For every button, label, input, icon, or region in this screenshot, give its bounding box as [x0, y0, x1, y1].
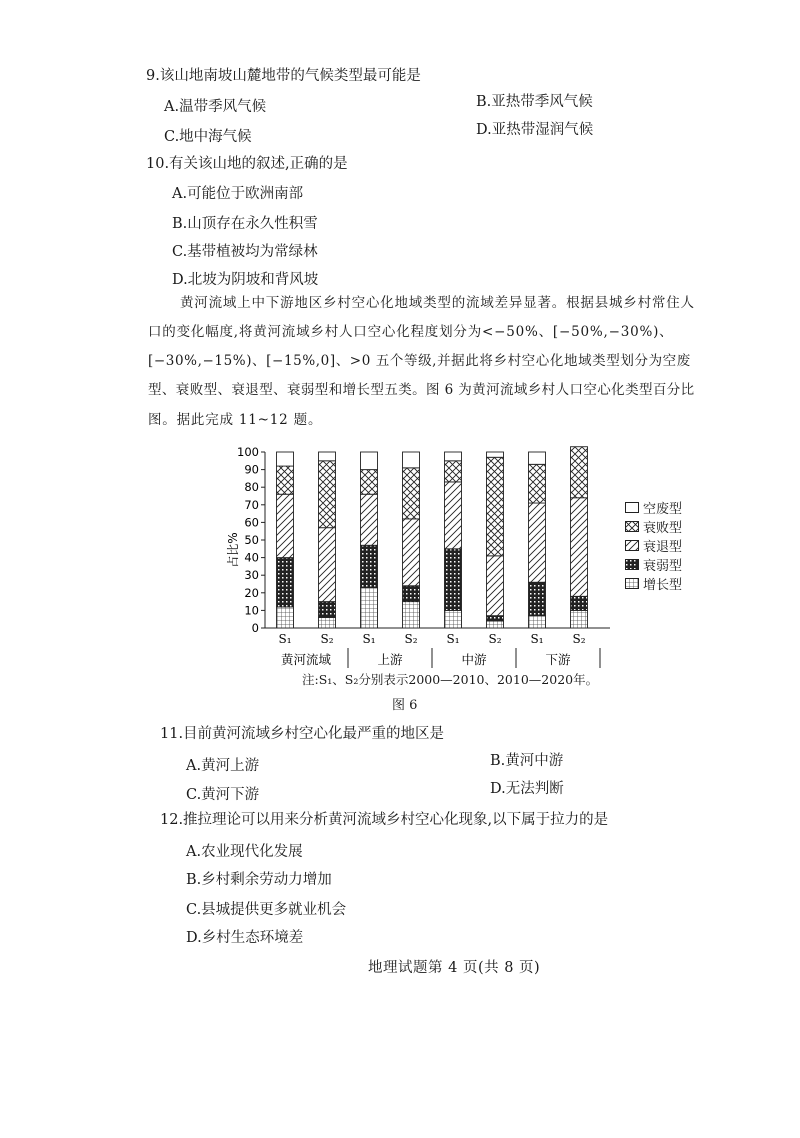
chart-x-labels [278, 632, 600, 668]
bar-segment-增长型 [445, 610, 462, 628]
bar-segment-衰弱型 [445, 549, 462, 611]
bar-segment-衰弱型 [529, 582, 546, 615]
q9-option-d: D.亚热带湿润气候 [476, 122, 594, 138]
x-tick-label: S₂ [572, 632, 586, 646]
bar-segment-空废型 [487, 452, 504, 457]
y-tick-label: 20 [244, 585, 259, 600]
y-tick-label: 30 [244, 568, 259, 583]
legend-item [625, 555, 682, 574]
q10-option-a: A.可能位于欧洲南部 [172, 186, 304, 202]
q10-option-d: D.北坡为阴坡和背风坡 [172, 272, 319, 288]
y-tick-label: 90 [244, 462, 259, 477]
q11-option-a: A.黄河上游 [186, 758, 260, 774]
bar-segment-增长型 [403, 602, 420, 628]
bar-segment-衰弱型 [277, 558, 294, 607]
bar-segment-增长型 [319, 617, 336, 628]
x-tick-label: S₁ [362, 632, 376, 646]
q10-option-c: C.基带植被均为常绿林 [172, 244, 318, 260]
q11-option-b: B.黄河中游 [490, 753, 564, 769]
passage-line-2: 口的变化幅度,将黄河流域乡村人口空心化程度划分为<−50%、[−50%,−30%)、 [148, 324, 674, 340]
bar-segment-空废型 [529, 452, 546, 464]
y-tick-label: 50 [244, 533, 259, 547]
passage-line-4: 型、衰败型、衰退型、衰弱型和增长型五类。图 6 为黄河流域乡村人口空心化类型百分比 [148, 382, 695, 398]
q12-stem: 12.推拉理论可以用来分析黄河流域乡村空心化现象,以下属于拉力的是 [160, 812, 609, 828]
x-group-label: 下游 [545, 652, 571, 667]
passage-line-5: 图。据此完成 11~12 题。 [148, 412, 323, 428]
bar-segment-空废型 [277, 452, 294, 466]
bar-segment-衰退型 [319, 528, 336, 602]
legend-label: 空废型 [643, 502, 683, 517]
x-tick-label: S₂ [488, 632, 502, 646]
chart-legend [625, 498, 682, 593]
bar-segment-衰败型 [277, 466, 294, 494]
bar-segment-空废型 [361, 452, 378, 470]
x-tick-label: S₁ [530, 632, 544, 646]
y-tick-label: 60 [244, 515, 259, 530]
legend-label: 衰败型 [643, 521, 683, 536]
bar-segment-衰弱型 [361, 545, 378, 587]
passage-line-3: [−30%,−15%)、[−15%,0]、>0 五个等级,并据此将乡村空心化地域类型划分为空废 [148, 353, 691, 369]
x-tick-label: S₁ [446, 632, 460, 646]
bar-segment-空废型 [319, 452, 336, 461]
q11-option-d: D.无法判断 [490, 781, 564, 797]
bar-segment-衰退型 [571, 498, 588, 597]
q9-option-c: C.地中海气候 [164, 129, 252, 145]
q12-option-a: A.农业现代化发展 [186, 844, 303, 860]
q12-option-c: C.县城提供更多就业机会 [186, 902, 347, 918]
bar-segment-衰败型 [571, 447, 588, 498]
bar-segment-衰败型 [361, 470, 378, 495]
x-group-label: 中游 [461, 652, 487, 667]
passage-line-1: 黄河流域上中下游地区乡村空心化地域类型的流域差异显著。根据县城乡村常住人 [180, 295, 695, 311]
y-tick-label: 80 [244, 480, 259, 495]
bar-segment-衰败型 [403, 468, 420, 519]
q11-stem: 11.目前黄河流域乡村空心化最严重的地区是 [160, 726, 445, 742]
chart-note: 注:S₁、S₂分别表示2000—2010、2010—2020年。 [302, 672, 599, 687]
bar-segment-衰退型 [487, 556, 504, 616]
bar-segment-衰败型 [529, 464, 546, 503]
legend-label: 增长型 [643, 578, 683, 593]
bar-segment-衰退型 [361, 494, 378, 545]
x-tick-label: S₂ [404, 632, 418, 646]
stacked-bar-chart [225, 440, 625, 670]
bar-segment-增长型 [487, 621, 504, 628]
legend-label: 衰退型 [643, 540, 683, 555]
legend-label: 衰弱型 [643, 559, 683, 574]
q10-option-b: B.山顶存在永久性积雪 [172, 216, 318, 232]
bar-segment-增长型 [571, 610, 588, 628]
x-group-label: 黄河流域 [280, 652, 332, 667]
figure-caption: 图 6 [392, 698, 418, 713]
bar-segment-衰弱型 [319, 602, 336, 618]
legend-item [625, 574, 682, 593]
bar-segment-衰败型 [319, 461, 336, 528]
q10-stem: 10.有关该山地的叙述,正确的是 [146, 156, 348, 172]
bar-segment-衰败型 [487, 457, 504, 556]
y-tick-label: 100 [237, 445, 259, 459]
x-tick-label: S₁ [278, 632, 292, 646]
bar-segment-衰退型 [529, 503, 546, 582]
y-tick-label: 10 [244, 603, 259, 618]
bar-segment-衰败型 [445, 461, 462, 482]
q9-option-a: A.温带季风气候 [164, 99, 267, 115]
legend-item [625, 498, 682, 517]
y-tick-label: 70 [244, 497, 259, 512]
legend-item [625, 536, 682, 555]
bar-segment-衰退型 [403, 519, 420, 586]
bar-segment-增长型 [277, 607, 294, 628]
bar-segment-衰弱型 [403, 586, 420, 602]
page-footer: 地理试题第 4 页(共 8 页) [368, 960, 541, 976]
chart-bars [277, 447, 588, 628]
x-tick-label: S₂ [320, 632, 334, 646]
bar-segment-衰弱型 [571, 596, 588, 610]
q9-stem: 9.该山地南坡山麓地带的气候类型最可能是 [146, 68, 421, 84]
y-axis-label: 占比% [226, 532, 240, 568]
bar-segment-空废型 [445, 452, 462, 461]
bar-segment-增长型 [361, 588, 378, 628]
bar-segment-衰退型 [445, 482, 462, 549]
bar-segment-增长型 [529, 616, 546, 628]
q12-option-b: B.乡村剩余劳动力增加 [186, 872, 332, 888]
bar-segment-衰弱型 [487, 616, 504, 621]
q9-option-b: B.亚热带季风气候 [476, 94, 593, 110]
q12-option-d: D.乡村生态环境差 [186, 930, 304, 946]
x-group-label: 上游 [377, 652, 403, 667]
bar-segment-衰退型 [277, 494, 294, 557]
y-tick-label: 40 [244, 550, 259, 565]
legend-item [625, 517, 682, 536]
q11-option-c: C.黄河下游 [186, 787, 260, 803]
bar-segment-空废型 [403, 452, 420, 468]
y-tick-label: 0 [251, 621, 259, 635]
